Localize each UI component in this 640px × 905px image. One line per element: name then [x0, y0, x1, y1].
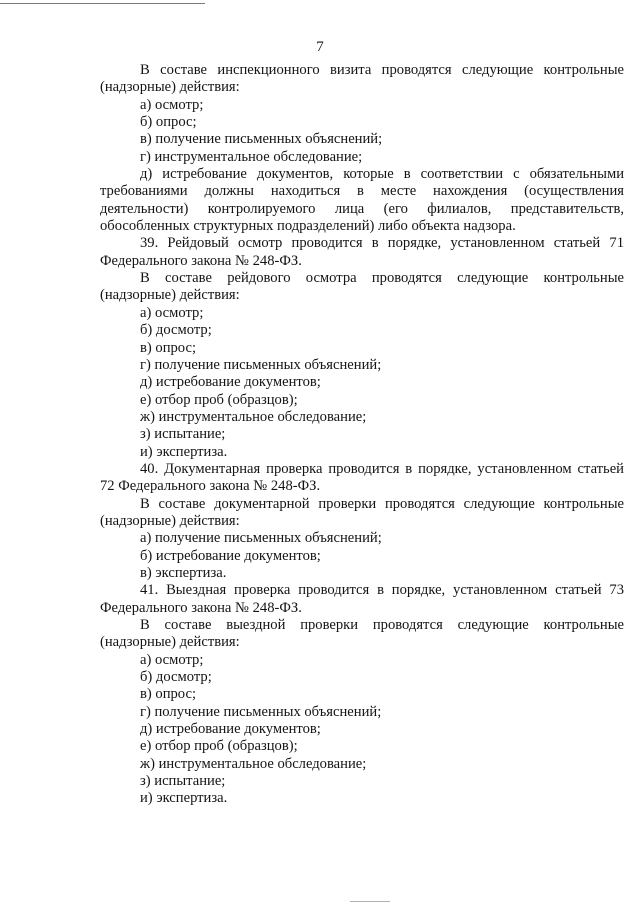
list-item: а) осмотр;: [140, 96, 204, 113]
paragraph: В составе документарной проверки проводятся следующие контрольные (надзорные) действия:: [100, 495, 624, 529]
paragraph: 40. Документарная проверка проводится в порядке, установленном статьей 72 Федерального закона № 248-ФЗ.: [100, 460, 624, 495]
list-item: б) досмотр;: [140, 669, 212, 686]
list-item: е) отбор проб (образцов);: [140, 738, 298, 755]
paragraph: В составе рейдового осмотра проводятся следующие контрольные (надзорные) действия:: [100, 270, 624, 304]
list-item: з) испытание;: [140, 426, 226, 443]
list-item: ж) инструментальное обследование;: [140, 408, 367, 425]
list-item: в) опрос;: [140, 686, 196, 703]
list-item: и) экспертиза.: [140, 443, 228, 460]
list-item: б) досмотр;: [140, 322, 212, 339]
list-item: а) осмотр;: [140, 304, 204, 321]
paragraph: В составе инспекционного визита проводятся следующие контрольные (надзорные) действия:: [100, 62, 624, 96]
list-item: г) получение письменных объяснений;: [140, 703, 382, 720]
list-item: а) осмотр;: [140, 651, 204, 668]
page-number: 7: [316, 39, 324, 55]
list-item: в) получение письменных объяснений;: [140, 131, 383, 148]
list-item: б) опрос;: [140, 114, 197, 131]
paragraph: 41. Выездная проверка проводится в порядке, установленном статьей 73 Федерального закона № 248-ФЗ.: [100, 582, 624, 616]
list-item: д) истребование документов;: [140, 374, 321, 391]
list-item: в) экспертиза.: [140, 564, 227, 581]
list-item: б) истребование документов;: [140, 547, 321, 564]
document-body: [100, 62, 624, 808]
paragraph: 39. Рейдовый осмотр проводится в порядке, установленном статьей 71 Федерального закона № 248-ФЗ.: [100, 235, 624, 269]
list-item: а) получение письменных объяснений;: [140, 530, 382, 547]
list-item: д) истребование документов;: [140, 721, 321, 738]
list-item: в) опрос;: [140, 339, 196, 356]
paragraph: д) истребование документов, которые в соответствии с обязательными требованиями должны находиться в месте нахождения (осуществления деятельности) контролируемого лица (его филиалов, представительств, обособленных структурных подразделений) либо объекта надзора.: [100, 166, 624, 235]
list-item: з) испытание;: [140, 773, 226, 790]
paragraph: В составе выездной проверки проводятся следующие контрольные (надзорные) действия:: [100, 617, 624, 651]
list-item: и) экспертиза.: [140, 790, 228, 807]
list-item: ж) инструментальное обследование;: [140, 755, 367, 772]
bottom-edge-mark: [350, 901, 390, 902]
top-edge-line: [0, 3, 205, 4]
list-item: е) отбор проб (образцов);: [140, 391, 298, 408]
list-item: г) получение письменных объяснений;: [140, 356, 382, 373]
list-item: г) инструментальное обследование;: [140, 148, 363, 165]
